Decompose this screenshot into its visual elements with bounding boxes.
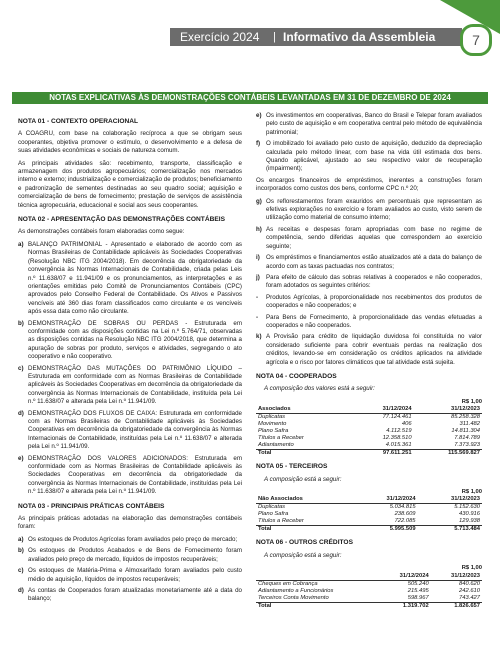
list-item-text: Os empréstimos e financiamentos estão atualizados até a data do balanço de acordo com as taxas pactuadas nos contratos; xyxy=(266,254,482,270)
note-06-table xyxy=(256,573,482,610)
list-item-marker: k) xyxy=(256,333,262,341)
table-cell: 5.034.815 xyxy=(389,504,416,511)
note-03-title: NOTA 03 - PRINCIPAIS PRÁTICAS CONTÁBEIS xyxy=(18,502,165,510)
table-row xyxy=(256,421,482,428)
list-item-text: Os investimentos em cooperativas, Banco do Brasil e Telepar foram avaliados pelo custo de aquisição e em cooperativa central pelo método de equivalência patrimonial; xyxy=(266,112,482,136)
table-cell: 14.811.304 xyxy=(451,428,480,435)
list-item-marker: b) xyxy=(18,319,24,327)
table-row xyxy=(256,406,482,414)
table-row xyxy=(256,518,482,526)
table-cell: Títulos a Receber xyxy=(258,518,304,525)
table-cell: Total xyxy=(256,526,353,534)
right-column xyxy=(256,112,482,614)
table-cell: Terceiros Conta Movimento xyxy=(258,594,329,601)
table-cell: Duplicatas xyxy=(258,504,286,511)
note-04-unit: R$ 1,00 xyxy=(461,398,482,405)
table-cell: Adiantamento xyxy=(258,442,294,449)
table-cell: Duplicatas xyxy=(258,414,286,421)
table-cell: 7.373.923 xyxy=(454,442,480,449)
list-item-text: A Provisão para crédito de liquidação duvidosa foi constituída no valor considerado suficiente para cobrir eventuais perdas na realização dos créditos, levando-se em consideração os créditos aplicados na atividade agrícola e o risco por fatores climáticos que tal atividade está sujeita. xyxy=(266,333,482,366)
list-item xyxy=(256,254,482,271)
page-header xyxy=(0,0,500,46)
list-item-marker: b) xyxy=(18,547,24,555)
note-03-list xyxy=(18,536,242,604)
note-06-title: NOTA 06 - OUTROS CRÉDITOS xyxy=(256,539,353,547)
table-cell: Não Associados xyxy=(256,496,353,504)
list-item xyxy=(18,536,242,544)
table-cell: 31/12/2024 xyxy=(379,573,430,581)
table-cell: Adiantamento a Funcionários xyxy=(258,587,334,594)
list-item-text: Para efeito de cálculo das sobras relativas à cooperados e não cooperados, foram adotados os seguintes critérios: xyxy=(266,273,482,290)
list-item xyxy=(256,333,482,367)
table-row xyxy=(256,496,482,504)
table-row xyxy=(256,450,482,458)
page-number: 7 xyxy=(460,24,492,56)
note-04-subtitle: A composição dos valores está a seguir: xyxy=(264,385,375,393)
note-03-intro: As principais práticas adotadas na elaboração das demonstrações contábeis foram: xyxy=(18,515,242,531)
list-item xyxy=(18,241,242,317)
list-item-marker: - xyxy=(256,313,259,321)
list-item-marker: j) xyxy=(256,273,260,281)
section-banner: NOTAS EXPLICATIVAS ÀS DEMONSTRAÇÕES CONTÁBEIS LEVANTADAS EM 31 DE DEZEMBRO DE 2024 xyxy=(12,92,488,104)
list-item-marker: g) xyxy=(256,197,262,205)
list-item-text: DEMONSTRAÇÃO DOS FLUXOS DE CAIXA: Estruturada em conformidade com as Normas Brasileiras de Contabilidade aplicáveis às Sociedades Cooperativas em decorrência da obrigatoriedade da convergência às Normas Internacionais de Contabilidade, instituídas pela Lei n.º 11.638/07 e alterada pela Lei n.º 11.941/09. xyxy=(28,409,242,451)
table-cell: 7.814.789 xyxy=(454,435,480,442)
note-01-paragraph-2: As principais atividades são: recebimento, transporte, classificação e armazenagem dos produtos agropecuários; comercialização nos mercados interno e externo; industrialização e comercialização de produtos; beneficiamento e padronização de sementes destinadas ao seu quadro social; aquisição e comercialização de bens de fornecimento; prestação de serviços de assistência técnica agropecuária, educacional e social aos seus cooperantes. xyxy=(18,159,242,209)
note-06-subtitle: A composição está a seguir: xyxy=(264,551,342,559)
list-item-text: Os reflorestamentos foram exauridos em percentuais que representam as efetivas explorações no exercício e foram avaliados ao custo, visto serem de utilização como material de consumo interno; xyxy=(266,197,482,222)
list-item-marker: a) xyxy=(18,240,24,248)
table-cell: Plano Safra xyxy=(258,511,289,518)
table-row xyxy=(256,435,482,442)
list-item-marker: e) xyxy=(256,112,262,119)
header-separator: | xyxy=(273,31,276,43)
financial-charges-paragraph: Os encargos financeiros de empréstimos, inerentes a construções foram incorporados como custos dos bens, conforme CPC n.º 20; xyxy=(256,176,482,193)
table-cell: 31/12/2024 xyxy=(351,406,414,414)
list-item-text: BALANÇO PATRIMONIAL - Apresentado e elaborado de acordo com as Normas Brasileiras de Contabilidade aplicáveis às Sociedades Cooperativas (Resolução NBC ITG 2004/2018). Em decorrência da obrigatoriedade da convergência às Normas Internacionais de Contabilidade, criada pelas Leis n.º 11.638/07 e 11.941/09 e os pronunciamentos, as interpretações e as orientações emitidas pelo Comitê de Pronunciamentos Contábeis (CPC) aprovados pelo Conselho Federal de Contabilidade. Os Ativos e Passivos vencíveis até 360 dias foram classificados como circulante e os vencíveis após essa data como não circulante. xyxy=(28,240,242,316)
left-column xyxy=(18,112,242,607)
table-cell: 743.427 xyxy=(459,594,480,601)
table-cell: 1.826.657 xyxy=(431,602,482,610)
table-cell: 4.015.361 xyxy=(385,442,412,449)
list-item xyxy=(18,587,242,604)
table-cell: Plano Safra xyxy=(258,428,289,435)
list-item-marker: d) xyxy=(18,409,24,417)
note-05-title: NOTA 05 - TERCEIROS xyxy=(256,463,328,471)
table-row xyxy=(256,526,482,534)
list-item xyxy=(256,294,482,311)
table-row xyxy=(256,602,482,610)
table-row xyxy=(256,580,482,588)
table-cell: Títulos a Receber xyxy=(258,435,304,442)
list-item-text: As contas de Cooperados foram atualizadas monetariamente até a data do balanço; xyxy=(28,586,242,603)
table-row xyxy=(256,511,482,518)
note-05-unit: R$ 1,00 xyxy=(461,489,482,495)
list-item xyxy=(256,274,482,291)
table-cell: 129.938 xyxy=(459,518,480,525)
table-row xyxy=(256,504,482,512)
list-item-marker: - xyxy=(256,293,259,301)
table-row xyxy=(256,414,482,422)
list-item xyxy=(18,455,242,497)
table-cell: 77.124.461 xyxy=(382,414,412,421)
list-item xyxy=(18,410,242,452)
list-item-text: Os estoques de Produtos Acabados e de Bens de Fornecimento foram avaliados pelo preço de mercado, líquidos de impostos recuperáveis; xyxy=(28,547,242,563)
table-row xyxy=(256,588,482,595)
list-item xyxy=(256,198,482,223)
table-cell: Associados xyxy=(256,406,351,414)
practices-list-continued xyxy=(256,112,482,174)
table-cell: 31/12/2024 xyxy=(353,496,417,504)
table-cell: Total xyxy=(256,450,351,458)
table-cell: 5.995.509 xyxy=(353,526,417,534)
table-cell: 242.610 xyxy=(459,587,480,594)
list-item-marker: i) xyxy=(256,254,260,262)
table-cell: 5.713.484 xyxy=(418,526,482,534)
list-item xyxy=(18,567,242,584)
list-item xyxy=(256,112,482,137)
table-cell: 840.620 xyxy=(459,580,480,587)
list-item-text: DEMONSTRAÇÃO DE SOBRAS OU PERDAS - Estruturada em conformidade com as disposições contidas na Lei n.º 5.764/71, observadas as disposições contidas na Resolução NBC ITG 2004/2018, que determina a apuração de sobras por produto, serviços e atividades, segregando o ato cooperativo e não cooperativo. xyxy=(28,319,242,361)
bulletin-title: Informativo da Assembleia xyxy=(283,30,436,44)
list-item-text: Os estoques de Matéria-Prima e Almoxarifado foram avaliados pelo custo médio de aquisição, líquidos de impostos recuperáveis; xyxy=(28,567,242,583)
table-row xyxy=(256,442,482,450)
table-cell: 722.085 xyxy=(394,518,416,525)
table-cell: 31/12/2023 xyxy=(418,496,482,504)
table-cell: 31/12/2023 xyxy=(431,573,482,581)
table-cell: 31/12/2023 xyxy=(414,406,482,414)
note-02-title: NOTA 02 - APRESENTAÇÃO DAS DEMONSTRAÇÕES CONTÁBEIS xyxy=(18,216,225,224)
table-cell: 430.916 xyxy=(459,511,480,518)
note-01-paragraph-1: A COAGRU, com base na colaboração recíproca a que se obrigam seus cooperantes, objetiva promover o estímulo, o desenvolvimento e a defesa de suas atividades econômicas e sociais de natureza comum. xyxy=(18,130,242,155)
list-item xyxy=(256,140,482,174)
table-cell: 598.967 xyxy=(407,594,429,601)
table-cell: Total xyxy=(256,602,379,610)
table-cell: 85.258.328 xyxy=(450,414,480,421)
list-item-text: DEMONSTRAÇÃO DOS VALORES ADICIONADOS: Estruturada em conformidade com as Normas Brasileiras de Contabilidade aplicáveis às Sociedades Cooperativas em decorrência da obrigatoriedade da convergência às Normas Internacionais de Contabilidade, instituídas pela Lei n.º 11.638/07 e alterada pela Lei n.º 11.941/09. xyxy=(28,454,242,496)
table-cell: 115.569.827 xyxy=(414,450,482,458)
table-cell: 215.495 xyxy=(407,587,429,594)
list-item xyxy=(18,365,242,407)
list-item-marker: c) xyxy=(18,364,24,372)
list-item-text: As receitas e despesas foram apropriadas com base no regime de competência, sendo diferidas aquelas que correspondem ao exercício seguinte; xyxy=(266,225,482,250)
table-cell: 311.482 xyxy=(459,421,480,428)
list-item-text: Os estoques de Produtos Agrícolas foram avaliados pelo preço de mercado; xyxy=(28,535,238,543)
list-item-marker: h) xyxy=(256,225,262,233)
exercise-label: Exercício 2024 xyxy=(180,30,260,44)
table-row xyxy=(256,428,482,435)
note-04-title: NOTA 04 - COOPERADOS xyxy=(256,372,337,380)
table-cell: 238.609 xyxy=(394,511,416,518)
list-item xyxy=(18,320,242,362)
table-cell: Cheques em Cobrança xyxy=(258,580,318,587)
note-06-unit: R$ 1,00 xyxy=(461,565,482,572)
table-row xyxy=(256,595,482,603)
table-cell: Movimento xyxy=(258,421,287,428)
note-01-title: NOTA 01 - CONTEXTO OPERACIONAL xyxy=(18,118,139,125)
practices-list-end xyxy=(256,198,482,367)
header-bar xyxy=(170,28,462,46)
note-05-table xyxy=(256,496,482,533)
list-item-marker: c) xyxy=(18,567,24,575)
list-item-text: Para Bens de Fornecimento, à proporcionalidade das vendas efetuadas a cooperados e não cooperados. xyxy=(266,313,482,329)
table-row xyxy=(256,573,482,581)
table-cell: 505.240 xyxy=(407,580,429,587)
list-item-marker: e) xyxy=(18,454,24,462)
list-item-marker: f) xyxy=(256,140,261,148)
note-04-table xyxy=(256,406,482,457)
list-item xyxy=(256,314,482,331)
table-cell xyxy=(256,573,379,581)
list-item-text: O imobilizado foi avaliado pelo custo de aquisição, deduzido da depreciação calculada pelo método linear, com base na vida útil estimada dos bens. Quando aplicável, ajustado ao seu respectivo valor de recuperação (impairment); xyxy=(266,140,482,173)
table-cell: 97.611.251 xyxy=(351,450,414,458)
note-05-subtitle: A composição está a seguir: xyxy=(264,475,342,483)
list-item xyxy=(256,226,482,251)
table-cell: 1.319.702 xyxy=(379,602,430,610)
note-02-list xyxy=(18,241,242,497)
list-item-text: DEMONSTRAÇÃO DAS MUTAÇÕES DO PATRIMÔNIO LÍQUIDO – Estruturada em conformidade com as Normas Brasileiras de Contabilidade aplicáveis às Sociedades Cooperativas em decorrência da obrigatoriedade da convergência às Normas Internacionais de Contabilidade, instituída pela Lei n.º 11.638/07 e alterada pela Lei n.º 11.941/09. xyxy=(28,364,242,406)
list-item-marker: a) xyxy=(18,535,24,543)
table-cell: 406 xyxy=(401,421,412,428)
list-item-marker: d) xyxy=(18,586,24,594)
list-item-text: Produtos Agrícolas, à proporcionalidade nos recebimentos dos produtos de cooperados e não cooperados; e xyxy=(266,293,482,310)
list-item xyxy=(18,547,242,564)
table-cell: 12.358.510 xyxy=(382,435,412,442)
note-02-intro: As demonstrações contábeis foram elaboradas como segue: xyxy=(18,228,185,236)
table-cell: 4.112.519 xyxy=(386,428,412,435)
table-cell: 5.152.630 xyxy=(454,504,480,511)
